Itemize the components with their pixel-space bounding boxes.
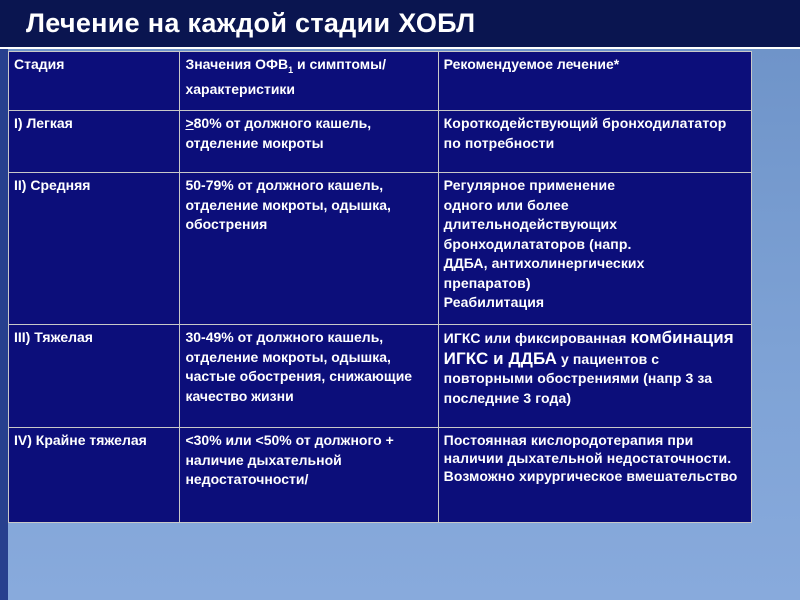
stage-4-treatment-line1: Постоянная кислородотерапия при наличии дыхательной недостаточности. (443, 432, 732, 466)
stage-3-fev-cell (180, 325, 438, 428)
stage-4-label: IV) Крайне тяжелая (14, 432, 147, 448)
stage-2-treatment-line: одного или более (443, 196, 569, 213)
left-accent-strip (0, 49, 8, 600)
table-row (9, 173, 752, 325)
stage-2-cell (9, 173, 180, 325)
table-row (9, 111, 752, 173)
header-fev-subscript: 1 (288, 64, 294, 75)
stage-3-treatment-part3: у пациентов с повторными обострениями (напр 3 за последние 3 года) (443, 350, 713, 406)
stage-4-fev-cell (180, 428, 438, 523)
header-stage-label: Стадия (14, 56, 65, 72)
stage-3-treatment-emphasis: комбинация ИГКС и ДДБА (443, 328, 734, 368)
stage-1-treatment-cell (438, 111, 751, 173)
table-row (9, 428, 752, 523)
stage-1-treatment: Короткодействующий бронходилататор по потребности (443, 115, 727, 151)
table-row (9, 325, 752, 428)
stage-2-label: II) Средняя (14, 177, 91, 193)
stage-2-treatment-line: Регулярное применение (443, 177, 616, 193)
stage-1-fev-cell (180, 111, 438, 173)
header-fev-suffix: и симптомы/характеристики (185, 56, 386, 98)
stage-2-fev-text: 50-79% от должного кашель, отделение мокроты, одышка, обострения (185, 177, 391, 232)
stage-3-fev-text: 30-49% от должного кашель, отделение мокроты, одышка, частые обострения, снижающие качество жизни (185, 329, 413, 404)
stage-2-treatment-line: длительнодействующих (443, 216, 618, 232)
title-bar (0, 0, 800, 49)
stage-2-treatment-line: бронходилататоров (напр. (443, 235, 632, 252)
stage-1-fev-text: 80% от должного кашель, отделение мокроты (185, 115, 372, 151)
stage-3-label: III) Тяжелая (14, 329, 93, 345)
stage-2-treatment-line: ДДБА, антихолинергических (443, 255, 645, 271)
stage-3-treatment-part1: ИГКС или фиксированная (443, 330, 627, 346)
stage-4-treatment-line2: Возможно хирургическое вмешательство (443, 468, 738, 484)
stage-2-treatment-cell (438, 173, 751, 325)
stage-1-fev-symbol: > (185, 115, 194, 131)
header-fev-prefix: Значения ОФВ (185, 56, 289, 72)
stage-1-cell (9, 111, 180, 173)
stage-2-treatment-line: препаратов) (443, 274, 531, 291)
stage-1-label: I) Легкая (14, 115, 73, 131)
stage-4-fev-text: <30% или <50% от должного + наличие дыхательной недостаточности/ (185, 432, 394, 487)
slide-title: Лечение на каждой стадии ХОБЛ (26, 8, 476, 38)
stage-4-cell (9, 428, 180, 523)
table-header-row (9, 52, 752, 111)
stage-2-treatment-line: Реабилитация (443, 294, 545, 310)
header-stage (9, 52, 180, 111)
stage-2-fev-cell (180, 173, 438, 325)
stage-4-treatment-cell (438, 428, 751, 523)
stage-3-treatment-cell (438, 325, 751, 428)
header-fev-symptoms (180, 52, 438, 111)
copd-treatment-table (8, 51, 752, 523)
header-treatment (438, 52, 751, 111)
header-treatment-label: Рекомендуемое лечение* (443, 56, 620, 72)
stage-3-cell (9, 325, 180, 428)
